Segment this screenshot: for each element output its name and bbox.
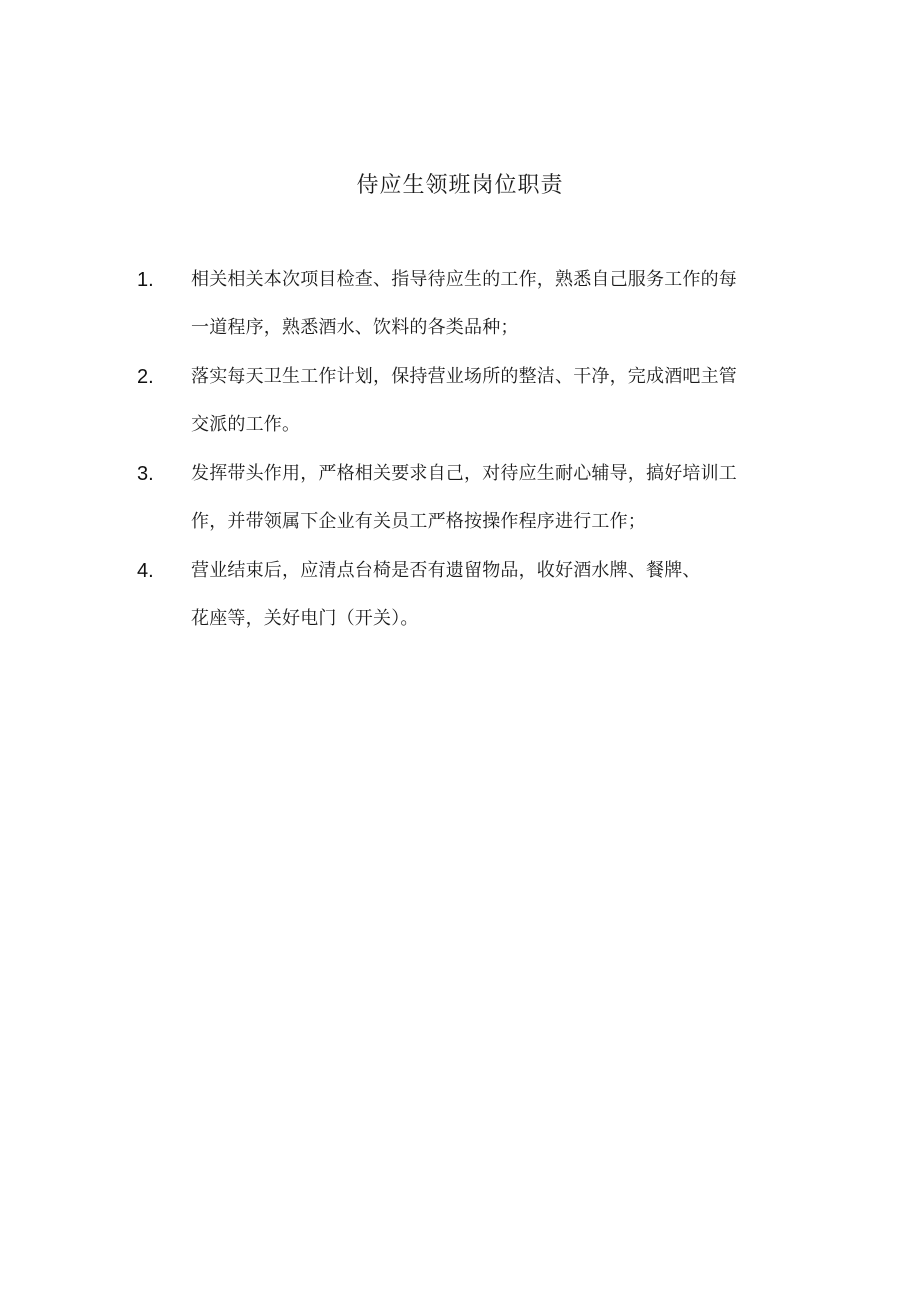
item-number: 4.	[137, 560, 154, 582]
item-text-line: 一道程序，熟悉酒水、饮料的各类品种；	[191, 317, 519, 338]
item-text-line: 营业结束后，应清点台椅是否有遗留物品，收好酒水牌、餐牌、	[191, 560, 701, 581]
item-text-line: 交派的工作。	[191, 414, 301, 435]
item-number: 2.	[137, 366, 154, 388]
document-title: 侍应生领班岗位职责	[356, 173, 564, 198]
item-text-line: 发挥带头作用，严格相关要求自己，对待应生耐心辅导，搞好培训工	[191, 463, 737, 484]
item-text-line: 作，并带领属下企业有关员工严格按操作程序进行工作；	[191, 511, 646, 532]
item-text-line: 相关相关本次项目检查、指导待应生的工作，熟悉自己服务工作的每	[191, 269, 737, 290]
item-text-line: 花座等，关好电门（开关）。	[191, 608, 419, 629]
item-number: 1.	[137, 269, 154, 291]
item-text-line: 落实每天卫生工作计划，保持营业场所的整洁、干净，完成酒吧主管	[191, 366, 737, 387]
item-number: 3.	[137, 463, 154, 485]
